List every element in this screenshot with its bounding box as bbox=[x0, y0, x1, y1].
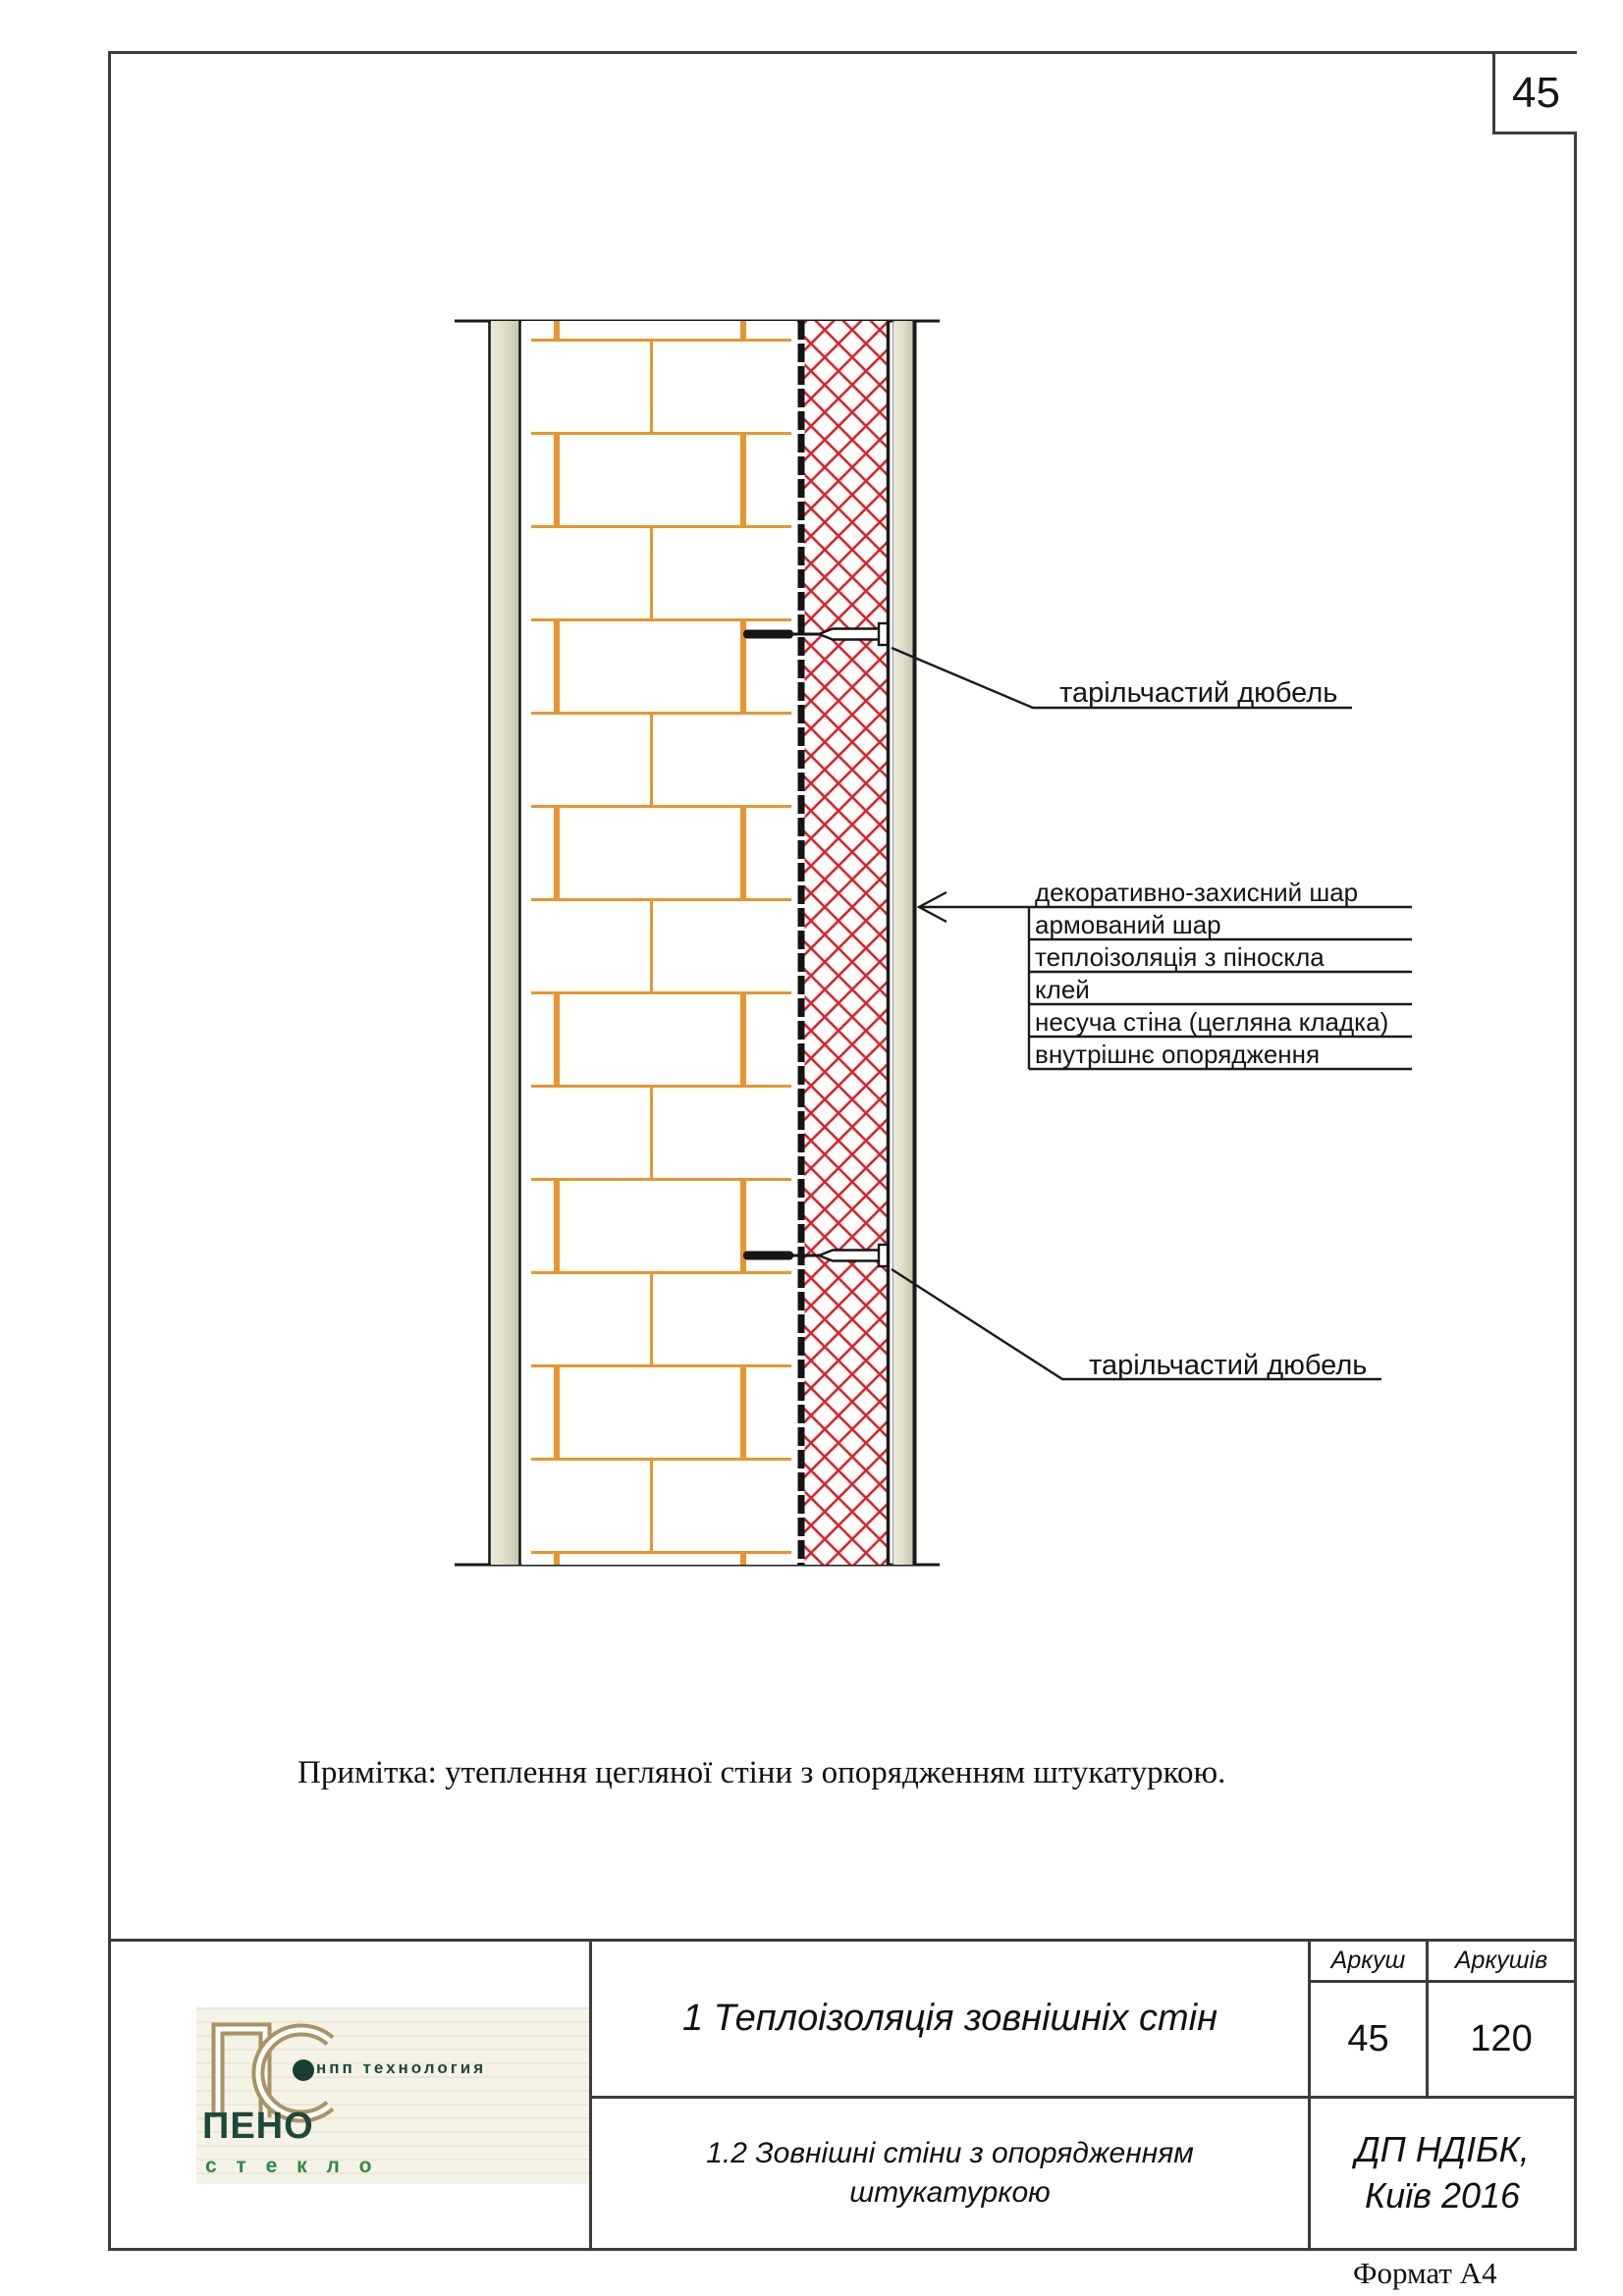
dowel-label-1: тарільчастий дюбель bbox=[1059, 677, 1338, 709]
sheets-header: Аркушів bbox=[1454, 1947, 1548, 1974]
layer-label-bearing-wall: несуча стіна (цегляна кладка) bbox=[1035, 1007, 1389, 1037]
page-border-top bbox=[108, 51, 1577, 54]
layer-label-decorative: декоративно-захисний шар bbox=[1035, 878, 1359, 907]
sheet-header: Аркуш bbox=[1330, 1947, 1406, 1974]
page-border-left bbox=[108, 51, 111, 2251]
dowel-label-2: тарільчастий дюбель bbox=[1089, 1350, 1368, 1381]
layer-label-insulation: теплоізоляція з піноскла bbox=[1035, 942, 1325, 972]
subsection-title: 1.2 Зовнішні стіни з опорядженням штукатуркою bbox=[706, 2136, 1194, 2209]
logo-npp-text: нпп технология bbox=[316, 2058, 487, 2077]
sheets-total: 120 bbox=[1470, 2018, 1533, 2059]
company-logo bbox=[196, 2007, 589, 2184]
page-number: 45 bbox=[1512, 68, 1560, 117]
note-text: Примітка: утеплення цегляної стіни з опорядженням штукатуркою. bbox=[298, 1755, 1226, 1790]
page-border-bottom bbox=[108, 2248, 1577, 2251]
page-border-right bbox=[1574, 51, 1577, 2251]
format-label: Формат А4 bbox=[1353, 2256, 1497, 2290]
interior-finish-layer bbox=[491, 321, 519, 1565]
layer-label-interior-finish: внутрішнє опорядження bbox=[1035, 1040, 1321, 1069]
insulation-hatch bbox=[805, 321, 888, 1565]
section-title: 1 Теплоізоляція зовнішніх стін bbox=[681, 1998, 1217, 2039]
logo-peno-text: ПЕНО bbox=[202, 2106, 314, 2147]
sheet-number: 45 bbox=[1347, 2018, 1389, 2059]
decorative-layer bbox=[894, 321, 913, 1565]
organization-cell bbox=[1311, 2099, 1574, 2248]
brick-pattern bbox=[531, 321, 791, 1565]
layer-label-reinforced: армований шар bbox=[1035, 910, 1221, 939]
logo-steklo-text: с т е к л о bbox=[205, 2155, 379, 2177]
organization-line1: ДП НДІБК, bbox=[1355, 2129, 1530, 2170]
layer-label-adhesive: клей bbox=[1035, 975, 1090, 1004]
page-number-box bbox=[1492, 54, 1577, 134]
organization-line2: Київ 2016 bbox=[1364, 2175, 1521, 2216]
